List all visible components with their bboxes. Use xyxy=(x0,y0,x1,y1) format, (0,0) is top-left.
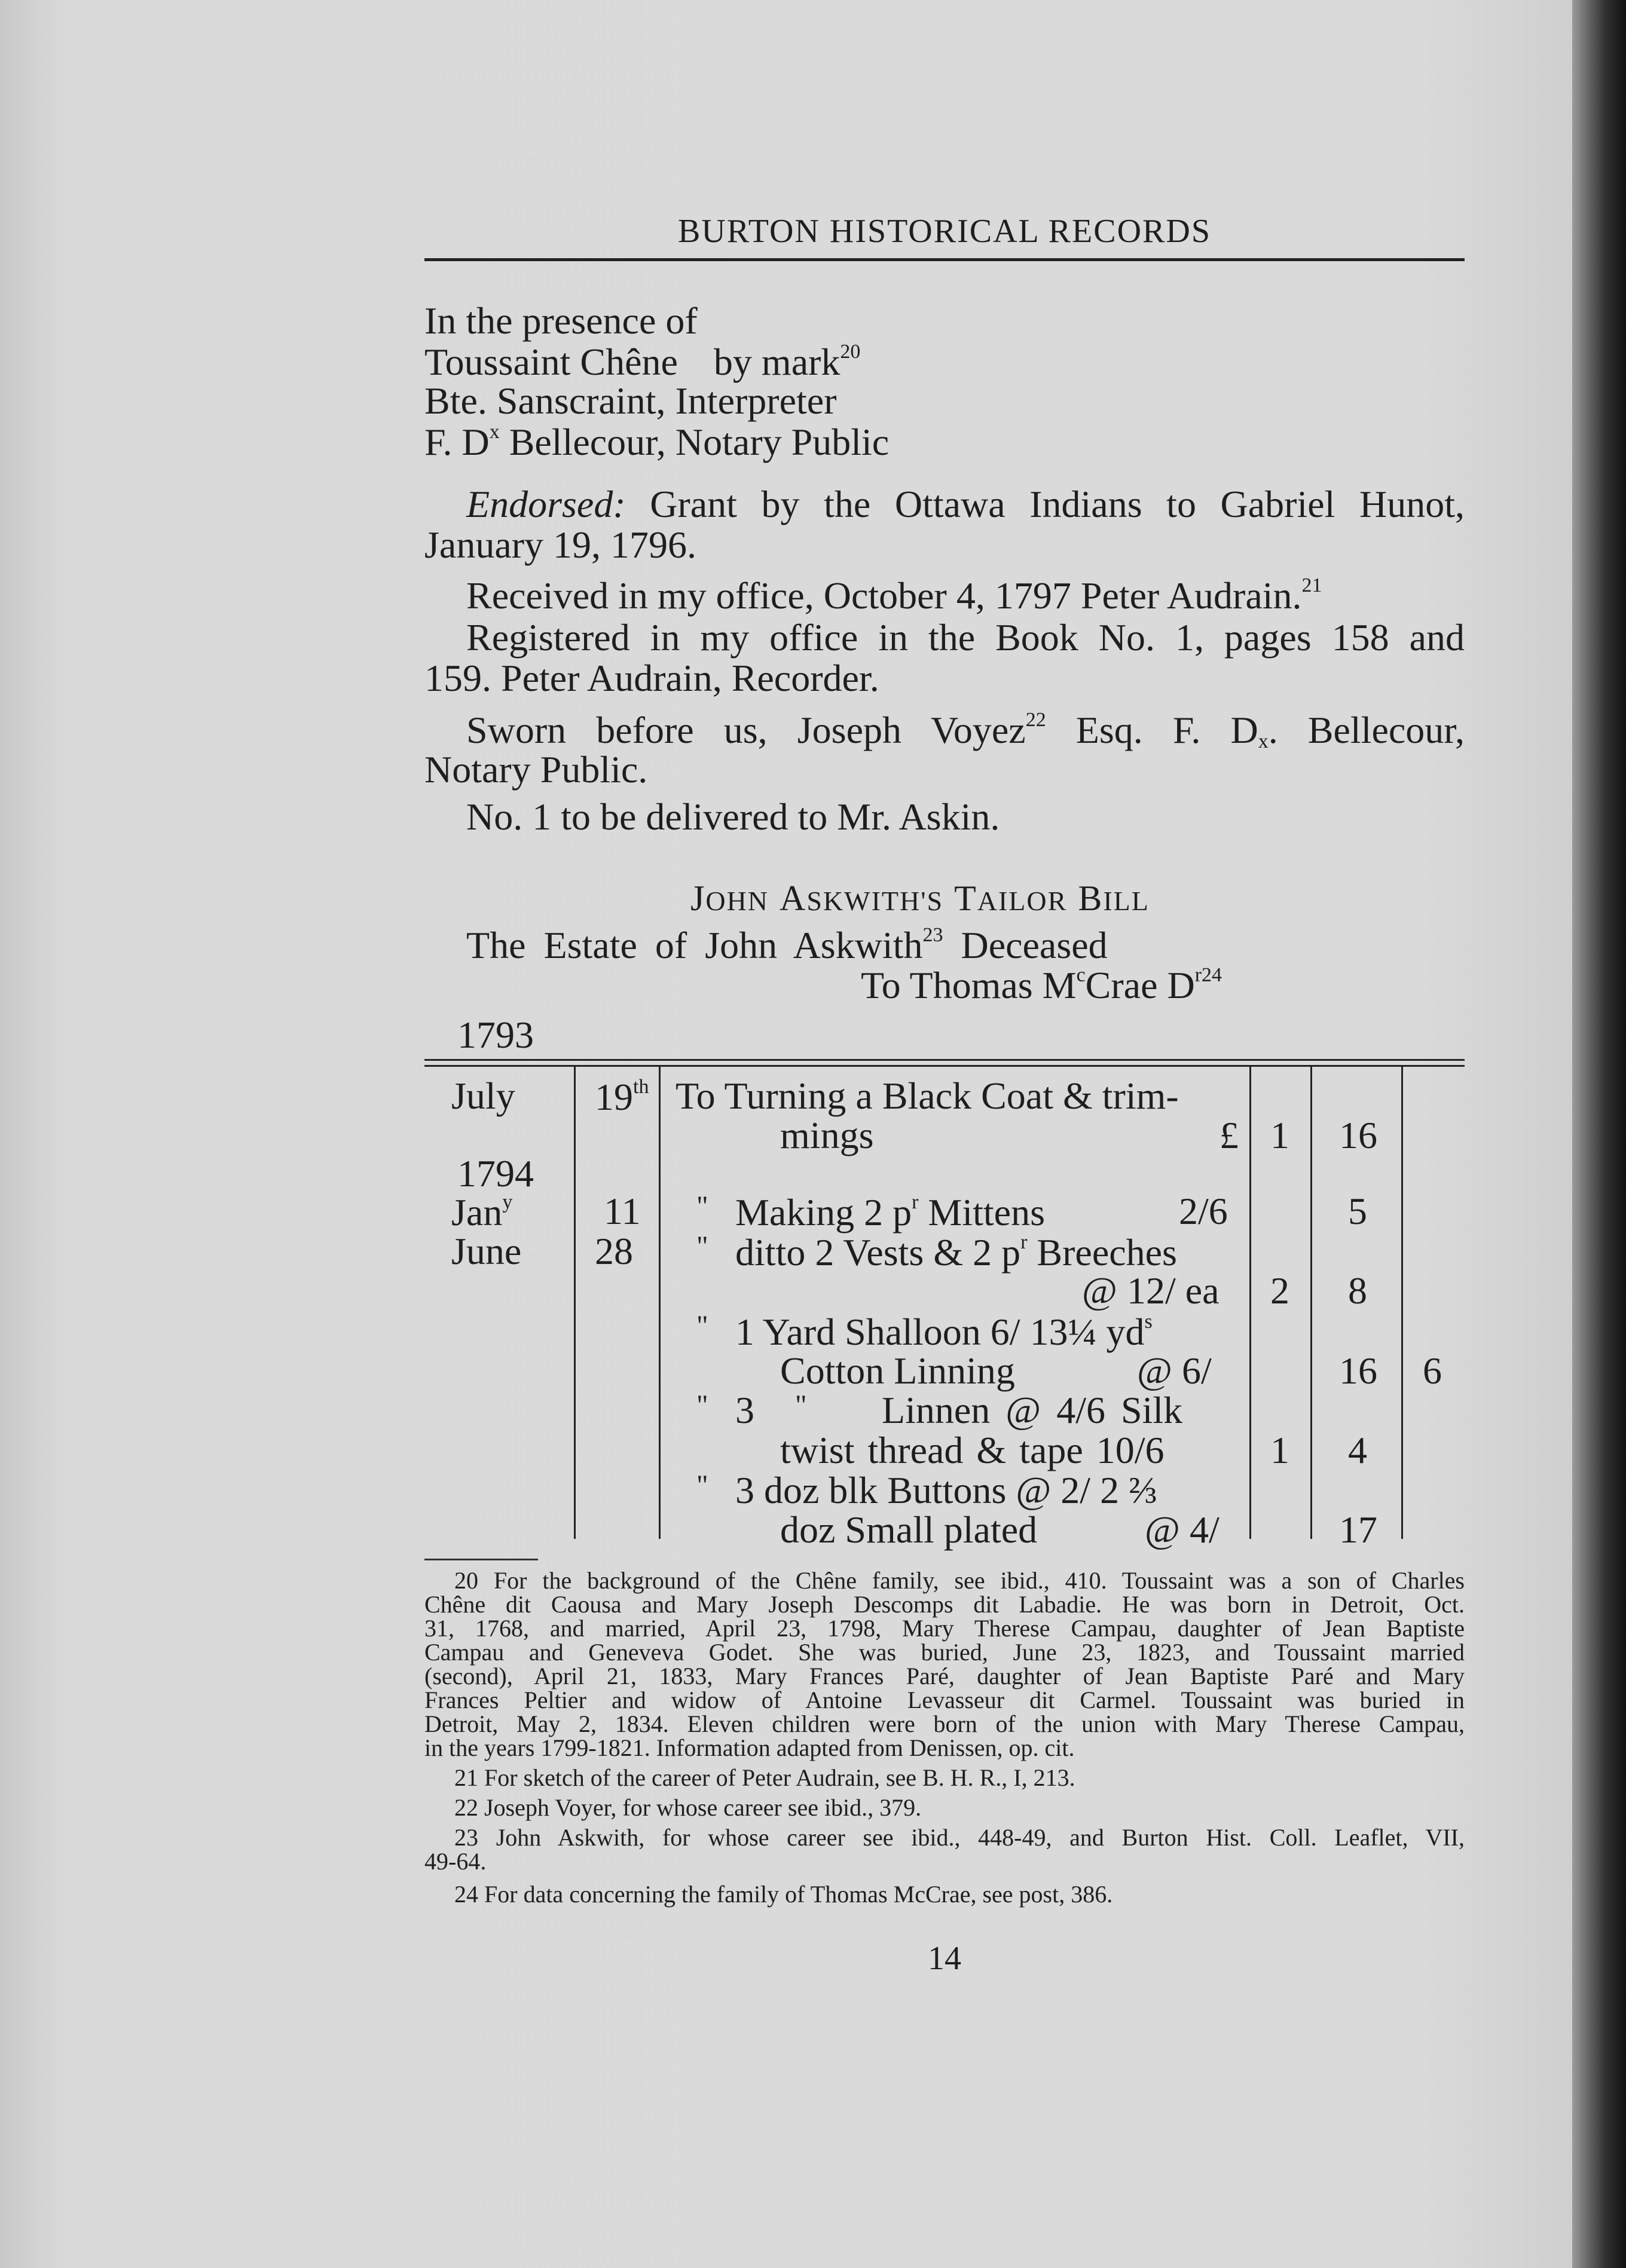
bill-col-rule-2 xyxy=(659,1067,661,1539)
notary-sup: x xyxy=(489,421,500,443)
fn22-number: 22 xyxy=(454,1794,478,1821)
title-w1-big: J xyxy=(690,879,706,918)
bill-rule-top xyxy=(424,1059,1465,1061)
row1-desc1: To Turning a Black Coat & trim- xyxy=(676,1075,1179,1117)
fn23-number: 23 xyxy=(454,1824,478,1851)
sworn-line-2: Notary Public. xyxy=(424,748,648,791)
fn23-line-1 xyxy=(454,1826,1465,1850)
fn20-line-3: 31, 1768, and married, April 23, 1798, Mary Therese Campau, daughter of Jean Baptiste xyxy=(424,1615,1465,1642)
bill-col-rule-5 xyxy=(1401,1067,1403,1539)
row5-pounds: 1 xyxy=(1270,1429,1289,1471)
fn22 xyxy=(454,1796,1494,1820)
row6-ditto-mark: " xyxy=(696,1470,708,1501)
sworn-sub: x xyxy=(1258,730,1269,752)
footnote-ref-24: r24 xyxy=(1194,964,1222,986)
endorsed-line-1 xyxy=(466,485,1465,524)
fn20-line-7: Detroit, May 2, 1834. Eleven children were born of the union with Mary Therese Campau, xyxy=(424,1710,1465,1737)
row5-desc1a: 3 xyxy=(735,1389,754,1431)
row4-desc2: Cotton Linning xyxy=(780,1349,1015,1392)
witness-name: Toussaint Chêne xyxy=(424,341,678,383)
title-w4-big: B xyxy=(1078,879,1104,918)
registered-line-1: Registered in my office in the Book No. 1, pages 158 and xyxy=(466,616,1465,659)
title-w2-big: A xyxy=(780,879,807,918)
estate-line xyxy=(466,925,1108,965)
running-header: BURTON HISTORICAL RECORDS xyxy=(678,213,1211,250)
creditor-line xyxy=(861,965,1222,1005)
row1-month: July xyxy=(451,1075,515,1117)
creditor-a: To Thomas M xyxy=(861,964,1077,1006)
scan-edge xyxy=(1572,0,1626,2268)
row1-day: 19th xyxy=(595,1076,649,1118)
notary-a: F. D xyxy=(424,421,490,463)
page-number: 14 xyxy=(928,1940,961,1977)
row3-pounds: 2 xyxy=(1270,1269,1289,1312)
fn20-text: For the background of the Chêne family, see ibid., 410. Toussaint was a son of Charles xyxy=(493,1567,1465,1594)
row1-shillings: 16 xyxy=(1339,1114,1377,1156)
estate-a: The Estate of John Askwith xyxy=(466,924,923,966)
bill-col-rule-1 xyxy=(574,1067,576,1539)
footnote-ref-21: 21 xyxy=(1301,574,1322,596)
row3-desc2: @ 12/ ea xyxy=(1082,1269,1220,1312)
row5-desc1b: Linnen @ 4/6 Silk xyxy=(882,1389,1183,1431)
received-line xyxy=(466,576,1322,615)
received-text: Received in my office, October 4, 1797 Peter Audrain. xyxy=(466,574,1302,617)
fn20-number: 20 xyxy=(454,1567,478,1594)
row2-shillings: 5 xyxy=(1348,1190,1367,1232)
bill-title xyxy=(690,879,1150,917)
row3-day: 28 xyxy=(595,1230,633,1272)
bill-rule-top-2 xyxy=(424,1065,1465,1067)
fn20-line-8: in the years 1799-1821. Information adapted from Denissen, op. cit. xyxy=(424,1734,1075,1761)
footnote-ref-22: 22 xyxy=(1025,709,1046,731)
row1-pounds: 1 xyxy=(1270,1114,1289,1156)
fn20-line-2: Chêne dit Caousa and Mary Joseph Descomps dit Labadie. He was born in Detroit, Oct. xyxy=(424,1591,1465,1618)
fn20-line-5: (second), April 21, 1833, Mary Frances Paré, daughter of Jean Baptiste Paré and Mary xyxy=(424,1663,1465,1689)
fn21 xyxy=(454,1766,1494,1790)
fn24 xyxy=(454,1883,1494,1906)
row4-pence: 6 xyxy=(1423,1349,1442,1392)
delivered-line: No. 1 to be delivered to Mr. Askin. xyxy=(466,795,1000,838)
title-w3-big: T xyxy=(954,879,977,918)
fn20-line-6: Frances Peltier and widow of Antoine Levasseur dit Carmel. Toussaint was buried in xyxy=(424,1687,1465,1713)
registered-line-2: 159. Peter Audrain, Recorder. xyxy=(424,657,879,699)
title-w1-small: OHN xyxy=(705,886,769,916)
fn20-line-1 xyxy=(454,1569,1465,1593)
creditor-sup1: c xyxy=(1076,964,1086,986)
row4-desc1: 1 Yard Shalloon 6/ 13¼ $yd^s$ xyxy=(735,1311,1153,1353)
bill-col-rule-4 xyxy=(1310,1067,1312,1539)
title-w4-small: ILL xyxy=(1103,886,1150,916)
row5-ditto-mark-inner: " xyxy=(795,1389,807,1421)
estate-b: Deceased xyxy=(943,924,1108,966)
title-w3-small: AILOR xyxy=(977,886,1068,916)
row6-desc2: doz Small plated xyxy=(780,1508,1038,1551)
row3-desc1: ditto 2 Vests & 2 $p^r$ Breeches xyxy=(735,1231,1177,1274)
creditor-b: Crae D xyxy=(1085,964,1195,1006)
row5-ditto-mark: " xyxy=(696,1389,708,1421)
row2-ditto-mark: " xyxy=(696,1190,708,1222)
fn23-line-2: 49-64. xyxy=(424,1848,487,1875)
row1-pound-sign: £ xyxy=(1220,1114,1239,1156)
endorsed-line-2: January 19, 1796. xyxy=(424,524,697,566)
row3-shillings: 8 xyxy=(1348,1269,1367,1312)
sworn-c: . Bellecour, xyxy=(1268,709,1465,751)
fn22-text: Joseph Voyer, for whose career see ibid., 379. xyxy=(484,1794,922,1821)
bill-col-rule-3 xyxy=(1249,1067,1251,1539)
endorsed-label: Endorsed: xyxy=(466,483,626,525)
year-1794: 1794 xyxy=(457,1152,534,1195)
footnote-rule xyxy=(424,1559,538,1560)
row4-ditto-mark: " xyxy=(696,1310,708,1342)
fn21-text: For sketch of the career of Peter Audrain, see B. H. R., I, 213. xyxy=(484,1764,1075,1791)
row6-desc1: 3 doz blk Buttons @ 2/ 2 ⅔ xyxy=(735,1469,1158,1511)
row2-price: 2/6 xyxy=(1179,1190,1228,1232)
witness-line-3: Bte. Sanscraint, Interpreter xyxy=(424,379,837,422)
fn24-number: 24 xyxy=(454,1881,478,1908)
header-rule xyxy=(424,258,1465,261)
row2-day: 11 xyxy=(604,1190,641,1232)
title-w2-small: SKWITH'S xyxy=(806,886,944,916)
row2-month: Jan$^y$ xyxy=(451,1191,513,1234)
sworn-line-1 xyxy=(466,710,1465,752)
endorsed-text: Grant by the Ottawa Indians to Gabriel Hunot, xyxy=(650,483,1465,525)
sworn-a: Sworn before us, Joseph Voyez xyxy=(466,709,1026,751)
fn21-number: 21 xyxy=(454,1764,478,1791)
row4-price: @ 6/ xyxy=(1137,1349,1212,1392)
fn23-text: John Askwith, for whose career see ibid., 448-49, and Burton Hist. Coll. Leaflet, VII, xyxy=(496,1824,1465,1851)
fn20-line-4: Campau and Geneveva Godet. She was buried, June 23, 1823, and Toussaint married xyxy=(424,1639,1465,1666)
row4-shillings: 16 xyxy=(1339,1349,1377,1392)
witness-line-4 xyxy=(424,422,889,461)
witness-line-1: In the presence of xyxy=(424,299,698,342)
row5-shillings: 4 xyxy=(1348,1429,1367,1471)
footnote-ref-23: 23 xyxy=(922,924,943,946)
witness-line-2 xyxy=(424,342,860,381)
row6-shillings: 17 xyxy=(1339,1508,1377,1551)
footnote-ref-20: 20 xyxy=(840,341,861,363)
row1-desc2: mings xyxy=(780,1114,874,1156)
year-1793: 1793 xyxy=(457,1014,534,1056)
notary-b: Bellecour, Notary Public xyxy=(499,421,890,463)
row6-price: @ 4/ xyxy=(1145,1508,1220,1551)
row3-ditto-mark: " xyxy=(696,1231,708,1262)
row2-desc: Making 2 $p^r$ Mittens xyxy=(735,1191,1045,1234)
fn24-text: For data concerning the family of Thomas McCrae, see post, 386. xyxy=(484,1881,1113,1908)
row3-month: June xyxy=(451,1230,522,1272)
witness-mark: by mark xyxy=(713,341,840,383)
sworn-b: Esq. F. D xyxy=(1046,709,1258,751)
row5-desc2: twist thread & tape 10/6 xyxy=(780,1429,1165,1471)
